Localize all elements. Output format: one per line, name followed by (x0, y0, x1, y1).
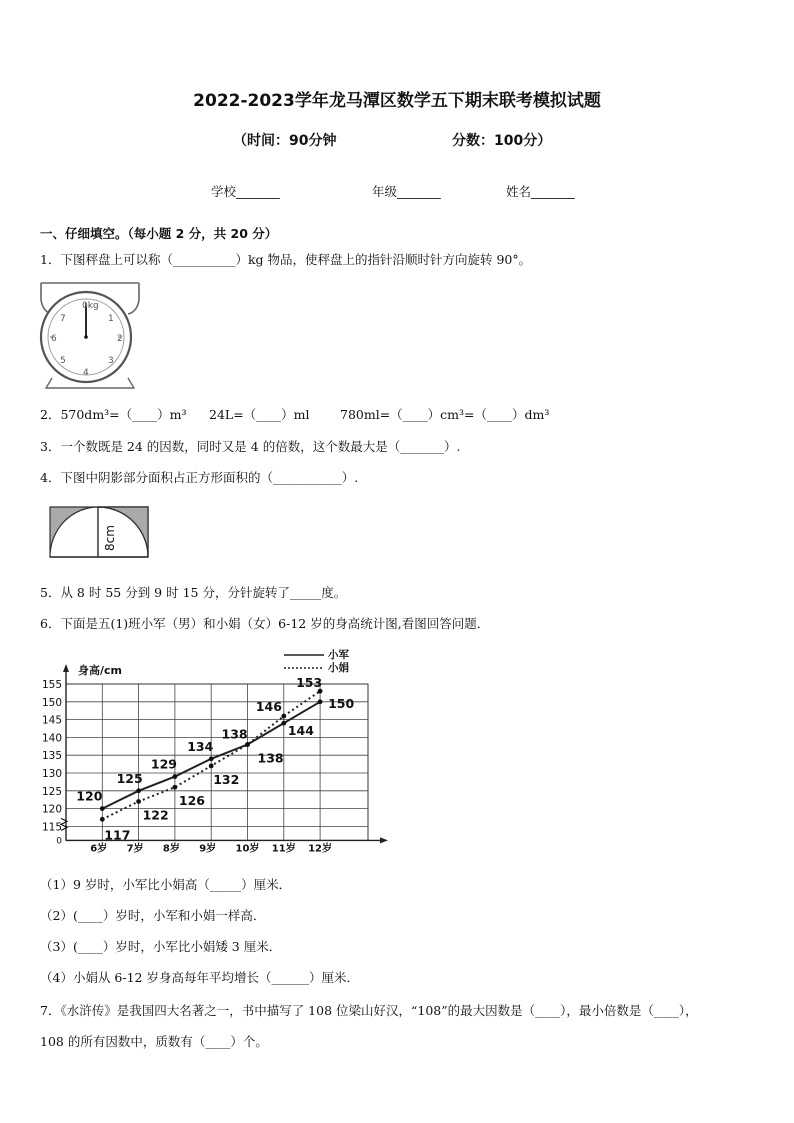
data-point-xiaojuan (173, 785, 178, 790)
question-3: 3．一个数既是 24 的因数，同时又是 4 的倍数，这个数最大是（_______）. (40, 439, 461, 454)
y-tick-label: 145 (41, 714, 62, 727)
question-5: 5．从 8 时 55 分到 9 时 15 分，分针旋转了_____度。 (40, 585, 347, 600)
legend-label-xiaojuan: 小娟 (328, 662, 349, 674)
data-label-xiaojuan: 126 (178, 793, 205, 809)
y-tick-label: 115 (41, 821, 62, 834)
data-label-xiaojuan: 153 (296, 675, 323, 691)
x-axis-arrow (380, 837, 388, 843)
data-label-xiaojun: 150 (328, 695, 355, 711)
data-label-xiaojun: 120 (76, 788, 103, 804)
question-6: 6．下面是五(1)班小军（男）和小娟（女）6-12 岁的身高统计图,看图回答问题． (40, 616, 490, 631)
height-line-chart (41, 648, 388, 862)
y-tick-label: 155 (41, 679, 62, 691)
data-point-xiaojuan (209, 763, 214, 768)
question-6-4: （4）小娟从 6-12 岁身高每年平均增长（______）厘米． (40, 970, 359, 985)
y-tick-label: 150 (41, 696, 62, 709)
question-2-part-1: 2．570dm³=（____）m³ (40, 407, 187, 422)
score-label: 分数：100分） (452, 133, 552, 149)
y-axis-label: 身高/cm (78, 664, 122, 677)
shaded-area-figure (48, 505, 152, 559)
data-point-xiaojun (318, 699, 323, 704)
data-label-xiaojuan: 138 (257, 750, 284, 766)
data-point-xiaojun (173, 774, 178, 779)
data-point-xiaojuan (136, 799, 141, 804)
question-6-3: （3）(____）岁时，小军比小娟矮 3 厘米． (40, 939, 282, 954)
x-tick-label: 12岁 (308, 843, 333, 855)
data-label-xiaojun: 129 (150, 756, 177, 772)
x-tick-label: 9岁 (199, 843, 217, 855)
y-tick-label: 140 (41, 732, 62, 745)
x-tick-label: 7岁 (126, 843, 144, 855)
side-length-label: 8cm (103, 525, 117, 551)
question-4: 4．下图中阴影部分面积占正方形面积的（___________）. (40, 470, 359, 485)
scale-number: 7 (60, 314, 66, 324)
data-point-xiaojun (209, 756, 214, 761)
data-label-xiaojuan: 117 (104, 827, 131, 843)
data-point-xiaojun (281, 721, 286, 726)
x-tick-label: 6岁 (90, 843, 108, 855)
scale-zero-label: 0kg (82, 301, 99, 311)
data-label-xiaojuan: 122 (142, 807, 169, 823)
scale-number: 2 (117, 334, 123, 344)
scale-number: 6 (51, 334, 57, 344)
y-tick-label: 125 (41, 785, 62, 798)
question-2-part-2: 24L=（____）ml (209, 407, 310, 422)
y-tick-label: 130 (41, 768, 62, 780)
question-7-line-1: 7．《水浒传》是我国四大名著之一，书中描写了 108 位梁山好汉，“108”的最大因数是（____），最小倍数是（____）， (40, 1003, 698, 1018)
plot-frame (66, 684, 368, 843)
legend-label-xiaojun: 小军 (328, 649, 349, 661)
data-point-xiaojun (136, 788, 141, 793)
school-field: 学校_______ (211, 184, 280, 199)
y-tick-label: 135 (41, 750, 62, 763)
data-label-xiaojun: 125 (116, 770, 143, 786)
question-2-part-3: 780ml=（____）cm³=（____）dm³ (340, 407, 550, 422)
y-tick-label: 120 (41, 803, 62, 816)
section-heading: 一、仔细填空。（每小题 2 分，共 20 分） (40, 226, 278, 241)
scale-number: 3 (108, 356, 114, 366)
data-label-xiaojuan: 132 (213, 771, 240, 787)
question-7-line-2: 108 的所有因数中，质数有（____）个。 (40, 1034, 268, 1049)
data-point-xiaojuan (281, 714, 286, 719)
scale-number: 1 (108, 314, 114, 324)
question-6-1: （1）9 岁时，小军比小娟高（_____）厘米． (40, 877, 292, 892)
x-tick-label: 10岁 (235, 843, 260, 855)
time-label: （时间：90分钟 (233, 133, 337, 149)
page-title: 2022-2023学年龙马潭区数学五下期末联考模拟试题 (193, 91, 601, 111)
data-label-xiaojun: 134 (187, 738, 214, 754)
data-label-xiaojuan: 146 (255, 699, 282, 715)
name-field: 姓名_______ (506, 184, 575, 199)
x-tick-label: 11岁 (271, 843, 296, 855)
data-label-xiaojun: 144 (287, 723, 314, 739)
grade-field: 年级_______ (372, 184, 441, 199)
question-1: 1．下图秤盘上可以称（__________）kg 物品，使秤盘上的指针沿顺时针方向旋转 90°。 (40, 252, 532, 267)
scale-number: 4 (83, 368, 89, 378)
y-axis-arrow (63, 664, 69, 672)
y-tick-label: 0 (56, 836, 62, 847)
data-point-xiaojun (100, 806, 105, 811)
question-6-2: （2）(____）岁时，小军和小娟一样高． (40, 908, 266, 923)
data-label-xiaojun: 138 (221, 726, 248, 742)
data-point-xiaojuan (245, 742, 250, 747)
scale-number: 5 (60, 356, 66, 366)
scale-figure (38, 280, 142, 392)
data-point-xiaojuan (100, 817, 105, 822)
x-tick-label: 8岁 (162, 843, 180, 855)
